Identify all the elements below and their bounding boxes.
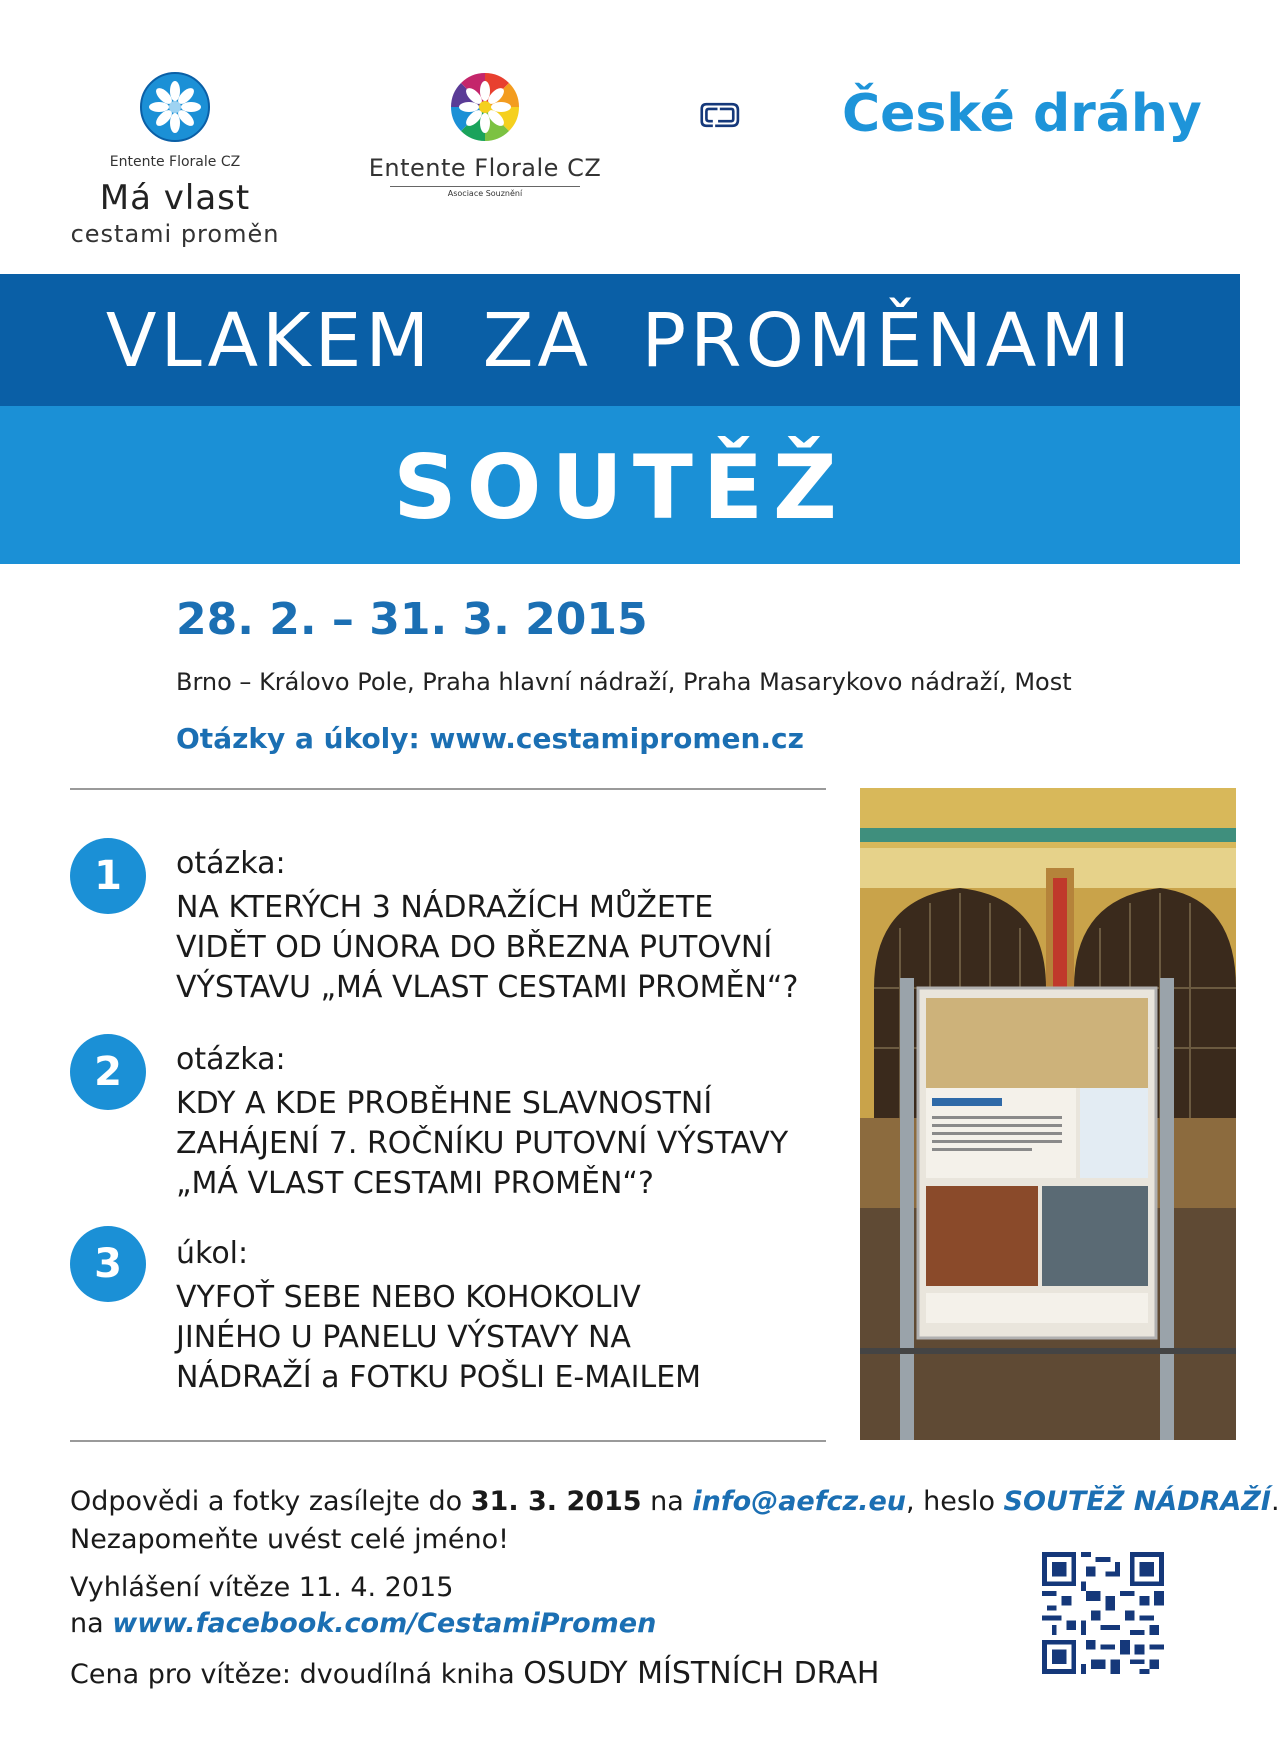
winner-announcement: Vyhlášení vítěze 11. 4. 2015 [70,1572,454,1603]
question-line: „MÁ VLAST CESTAMI PROMĚN“? [176,1166,654,1201]
question-text-1 [176,888,836,1008]
flower-icon [140,72,210,142]
send-instructions [70,1486,1280,1517]
facebook-line [70,1608,656,1639]
send-date: 31. 3. 2015 [470,1486,642,1517]
fb-prefix: na [70,1608,113,1639]
questions-link[interactable]: Otázky a úkoly: www.cestamipromen.cz [176,722,804,755]
qr-code-icon[interactable] [1042,1552,1164,1674]
question-label-1: otázka: [176,846,286,881]
event-places: Brno – Královo Pole, Praha hlavní nádraží, Praha Masarykovo nádraží, Most [176,668,1072,696]
question-line: ZAHÁJENÍ 7. ROČNÍKU PUTOVNÍ VÝSTAVY [176,1126,789,1161]
logo2-subtitle: Asociace Souznění [390,186,580,198]
question-line: NA KTERÝCH 3 NÁDRAŽÍCH MŮŽETE [176,890,714,925]
question-line: VIDĚT OD ÚNORA DO BŘEZNA PUTOVNÍ [176,930,773,965]
password-text: SOUTĚŽ NÁDRAŽÍ [1003,1486,1271,1517]
question-number-3: 3 [70,1226,146,1302]
cd-logo-icon [700,70,840,160]
cd-name: České dráhy [842,84,1202,144]
logo-small-text: Entente Florale CZ [109,154,241,170]
send-prefix: Odpovědi a fotky zasílejte do [70,1486,471,1517]
question-text-2 [176,1084,836,1204]
main-subtitle: SOUTĚŽ [393,436,847,539]
question-line: NÁDRAŽÍ a FOTKU POŠLI E-MAILEM [176,1360,702,1395]
send-mid2: , heslo [905,1486,1004,1517]
question-label-2: otázka: [176,1042,286,1077]
question-line: KDY A KDE PROBĚHNE SLAVNOSTNÍ [176,1086,713,1121]
event-dates: 28. 2. – 31. 3. 2015 [176,594,648,645]
logo-subtitle: cestami proměn [70,220,280,248]
email-link[interactable]: info@aefcz.eu [692,1486,906,1517]
send-end: . [1270,1486,1280,1517]
send-mid: na [641,1486,693,1517]
question-line: VYFOŤ SEBE NEBO KOHOKOLIV [176,1280,641,1315]
question-number-1: 1 [70,838,146,914]
logo-entente-florale [360,72,610,198]
question-number-2: 2 [70,1034,146,1110]
question-line: JINÉHO U PANELU VÝSTAVY NA [176,1320,631,1355]
logo-ma-vlast [60,72,290,248]
logo-title: Má vlast [99,178,251,218]
prize-prefix: Cena pro vítěze: dvoudílná kniha [70,1659,524,1690]
name-note: Nezapomeňte uvést celé jméno! [70,1524,509,1555]
question-label-3: úkol: [176,1236,249,1271]
station-photo [860,788,1236,1440]
title-band [0,274,1240,406]
question-text-3 [176,1278,836,1398]
subtitle-band [0,406,1240,564]
flower-icon [450,72,520,142]
prize-name: OSUDY MÍSTNÍCH DRAH [523,1656,880,1691]
main-title: VLAKEM ZA PROMĚNAMI [105,298,1135,384]
divider-bottom [70,1440,826,1442]
logo2-title: Entente Florale CZ [368,154,602,182]
divider-top [70,788,826,790]
facebook-link[interactable]: www.facebook.com/CestamiPromen [112,1608,657,1639]
prize-line [70,1656,879,1691]
question-line: VÝSTAVU „MÁ VLAST CESTAMI PROMĚN“? [176,970,799,1005]
